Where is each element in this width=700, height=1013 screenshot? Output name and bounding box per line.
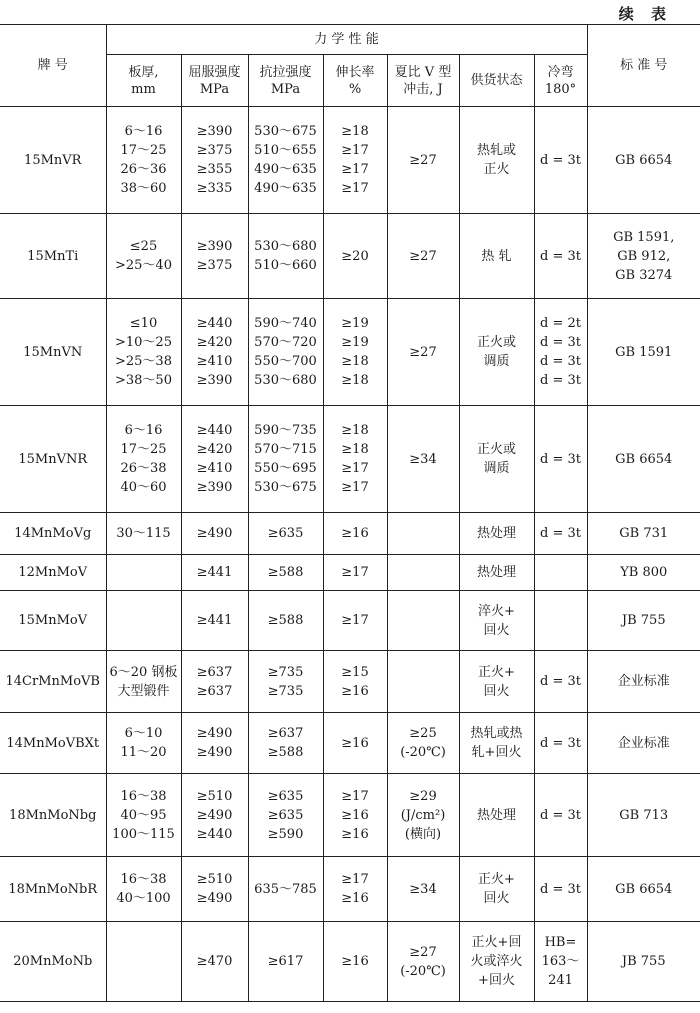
cell-elongation: ≥18 ≥18 ≥17 ≥17 [323, 406, 387, 513]
table-row [0, 214, 700, 299]
cell-elongation: ≥17 [323, 555, 387, 591]
cell-elongation: ≥20 [323, 214, 387, 299]
steel-properties-table [0, 24, 700, 1002]
cell-elongation: ≥16 [323, 513, 387, 555]
cell-yield-strength: ≥390 ≥375 [181, 214, 248, 299]
cell-tensile-strength: ≥588 [248, 591, 323, 651]
cell-delivery-state: 正火或 调质 [459, 299, 534, 406]
cell-elongation: ≥19 ≥19 ≥18 ≥18 [323, 299, 387, 406]
cell-standard: 企业标准 [587, 713, 700, 774]
cell-elongation: ≥16 [323, 922, 387, 1002]
cell-cold-bend: d = 3t [534, 406, 587, 513]
header-delivery-state: 供货状态 [459, 55, 534, 107]
cell-standard: JB 755 [587, 591, 700, 651]
cell-grade: 12MnMoV [0, 555, 106, 591]
cell-impact: ≥29 (J/cm²) (横向) [387, 774, 459, 857]
cell-grade: 15MnVN [0, 299, 106, 406]
cell-grade: 14CrMnMoVB [0, 651, 106, 713]
cell-yield-strength: ≥441 [181, 591, 248, 651]
cell-thickness: 16～38 40～95 100～115 [106, 774, 181, 857]
cell-grade: 14MnMoVBXt [0, 713, 106, 774]
cell-impact: ≥25 (-20℃) [387, 713, 459, 774]
cell-standard: GB 6654 [587, 107, 700, 214]
cell-yield-strength: ≥440 ≥420 ≥410 ≥390 [181, 406, 248, 513]
table-row [0, 107, 700, 214]
cell-tensile-strength: ≥588 [248, 555, 323, 591]
header-thickness: 板厚, mm [106, 55, 181, 107]
cell-delivery-state: 热处理 [459, 555, 534, 591]
cell-thickness: 16～38 40～100 [106, 857, 181, 922]
cell-thickness: 6～16 17～25 26～38 40～60 [106, 406, 181, 513]
cell-standard: JB 755 [587, 922, 700, 1002]
cell-grade: 20MnMoNb [0, 922, 106, 1002]
table-row [0, 299, 700, 406]
header-mechanical-properties: 力 学 性 能 [106, 25, 587, 55]
header-cold-bend: 冷弯 180° [534, 55, 587, 107]
cell-thickness: 6～16 17～25 26～36 38～60 [106, 107, 181, 214]
cell-delivery-state: 热处理 [459, 774, 534, 857]
cell-grade: 18MnMoNbR [0, 857, 106, 922]
cell-cold-bend: HB= 163～ 241 [534, 922, 587, 1002]
table-row [0, 857, 700, 922]
header-grade: 牌 号 [0, 25, 106, 107]
table-row [0, 513, 700, 555]
table-row [0, 591, 700, 651]
cell-thickness: 30～115 [106, 513, 181, 555]
cell-standard: 企业标准 [587, 651, 700, 713]
cell-elongation: ≥16 [323, 713, 387, 774]
cell-delivery-state: 热轧或 正火 [459, 107, 534, 214]
cell-cold-bend [534, 555, 587, 591]
cell-standard: GB 6654 [587, 406, 700, 513]
cell-delivery-state: 热处理 [459, 513, 534, 555]
cell-elongation: ≥17 ≥16 ≥16 [323, 774, 387, 857]
cell-delivery-state: 正火+ 回火 [459, 857, 534, 922]
cell-elongation: ≥18 ≥17 ≥17 ≥17 [323, 107, 387, 214]
cell-delivery-state: 热 轧 [459, 214, 534, 299]
cell-yield-strength: ≥510 ≥490 ≥440 [181, 774, 248, 857]
cell-tensile-strength: 590～735 570～715 550～695 530～675 [248, 406, 323, 513]
header-impact: 夏比 V 型 冲击, J [387, 55, 459, 107]
table-row [0, 406, 700, 513]
table-row [0, 774, 700, 857]
cell-impact: ≥27 [387, 107, 459, 214]
table-row [0, 651, 700, 713]
cell-impact [387, 555, 459, 591]
cell-thickness: ≤10 >10～25 >25～38 >38～50 [106, 299, 181, 406]
table-row [0, 922, 700, 1002]
cell-cold-bend: d = 3t [534, 857, 587, 922]
cell-standard: GB 1591, GB 912, GB 3274 [587, 214, 700, 299]
cell-tensile-strength: ≥735 ≥735 [248, 651, 323, 713]
cell-tensile-strength: 530～680 510～660 [248, 214, 323, 299]
cell-standard: GB 713 [587, 774, 700, 857]
header-yield-strength: 屈服强度 MPa [181, 55, 248, 107]
cell-standard: GB 6654 [587, 857, 700, 922]
header-standard: 标 准 号 [587, 25, 700, 107]
cell-thickness [106, 555, 181, 591]
cell-thickness [106, 922, 181, 1002]
cell-grade: 15MnVR [0, 107, 106, 214]
cell-yield-strength: ≥490 ≥490 [181, 713, 248, 774]
cell-thickness: 6～10 11～20 [106, 713, 181, 774]
continued-label: 续 表 [618, 5, 672, 23]
cell-cold-bend [534, 591, 587, 651]
cell-standard: YB 800 [587, 555, 700, 591]
cell-thickness [106, 591, 181, 651]
cell-elongation: ≥17 ≥16 [323, 857, 387, 922]
cell-tensile-strength: 530～675 510～655 490～635 490～635 [248, 107, 323, 214]
cell-tensile-strength: ≥635 ≥635 ≥590 [248, 774, 323, 857]
cell-delivery-state: 正火+回 火或淬火 +回火 [459, 922, 534, 1002]
cell-delivery-state: 正火+ 回火 [459, 651, 534, 713]
cell-grade: 15MnVNR [0, 406, 106, 513]
cell-yield-strength: ≥510 ≥490 [181, 857, 248, 922]
cell-delivery-state: 热轧或热 轧+回火 [459, 713, 534, 774]
cell-yield-strength: ≥440 ≥420 ≥410 ≥390 [181, 299, 248, 406]
cell-grade: 15MnTi [0, 214, 106, 299]
header-tensile-strength: 抗拉强度 MPa [248, 55, 323, 107]
cell-grade: 15MnMoV [0, 591, 106, 651]
cell-standard: GB 731 [587, 513, 700, 555]
cell-tensile-strength: ≥617 [248, 922, 323, 1002]
header-elongation: 伸长率 % [323, 55, 387, 107]
table-row [0, 713, 700, 774]
cell-yield-strength: ≥390 ≥375 ≥355 ≥335 [181, 107, 248, 214]
cell-cold-bend: d = 3t [534, 774, 587, 857]
cell-tensile-strength: 635～785 [248, 857, 323, 922]
cell-cold-bend: d = 3t [534, 513, 587, 555]
cell-impact [387, 651, 459, 713]
cell-impact: ≥34 [387, 406, 459, 513]
cell-elongation: ≥17 [323, 591, 387, 651]
cell-cold-bend: d = 3t [534, 214, 587, 299]
cell-cold-bend: d = 3t [534, 651, 587, 713]
cell-cold-bend: d = 3t [534, 713, 587, 774]
cell-impact [387, 513, 459, 555]
cell-yield-strength: ≥490 [181, 513, 248, 555]
cell-tensile-strength: ≥637 ≥588 [248, 713, 323, 774]
cell-grade: 14MnMoVg [0, 513, 106, 555]
cell-impact: ≥27 [387, 214, 459, 299]
cell-standard: GB 1591 [587, 299, 700, 406]
cell-yield-strength: ≥637 ≥637 [181, 651, 248, 713]
cell-impact: ≥27 (-20℃) [387, 922, 459, 1002]
cell-delivery-state: 正火或 调质 [459, 406, 534, 513]
cell-tensile-strength: 590～740 570～720 550～700 530～680 [248, 299, 323, 406]
table-row [0, 555, 700, 591]
cell-thickness: ≤25 >25～40 [106, 214, 181, 299]
cell-grade: 18MnMoNbg [0, 774, 106, 857]
cell-thickness: 6～20 钢板 大型锻件 [106, 651, 181, 713]
cell-tensile-strength: ≥635 [248, 513, 323, 555]
cell-impact: ≥27 [387, 299, 459, 406]
cell-yield-strength: ≥470 [181, 922, 248, 1002]
cell-yield-strength: ≥441 [181, 555, 248, 591]
cell-cold-bend: d = 2t d = 3t d = 3t d = 3t [534, 299, 587, 406]
cell-delivery-state: 淬火+ 回火 [459, 591, 534, 651]
cell-impact [387, 591, 459, 651]
cell-elongation: ≥15 ≥16 [323, 651, 387, 713]
cell-impact: ≥34 [387, 857, 459, 922]
cell-cold-bend: d = 3t [534, 107, 587, 214]
